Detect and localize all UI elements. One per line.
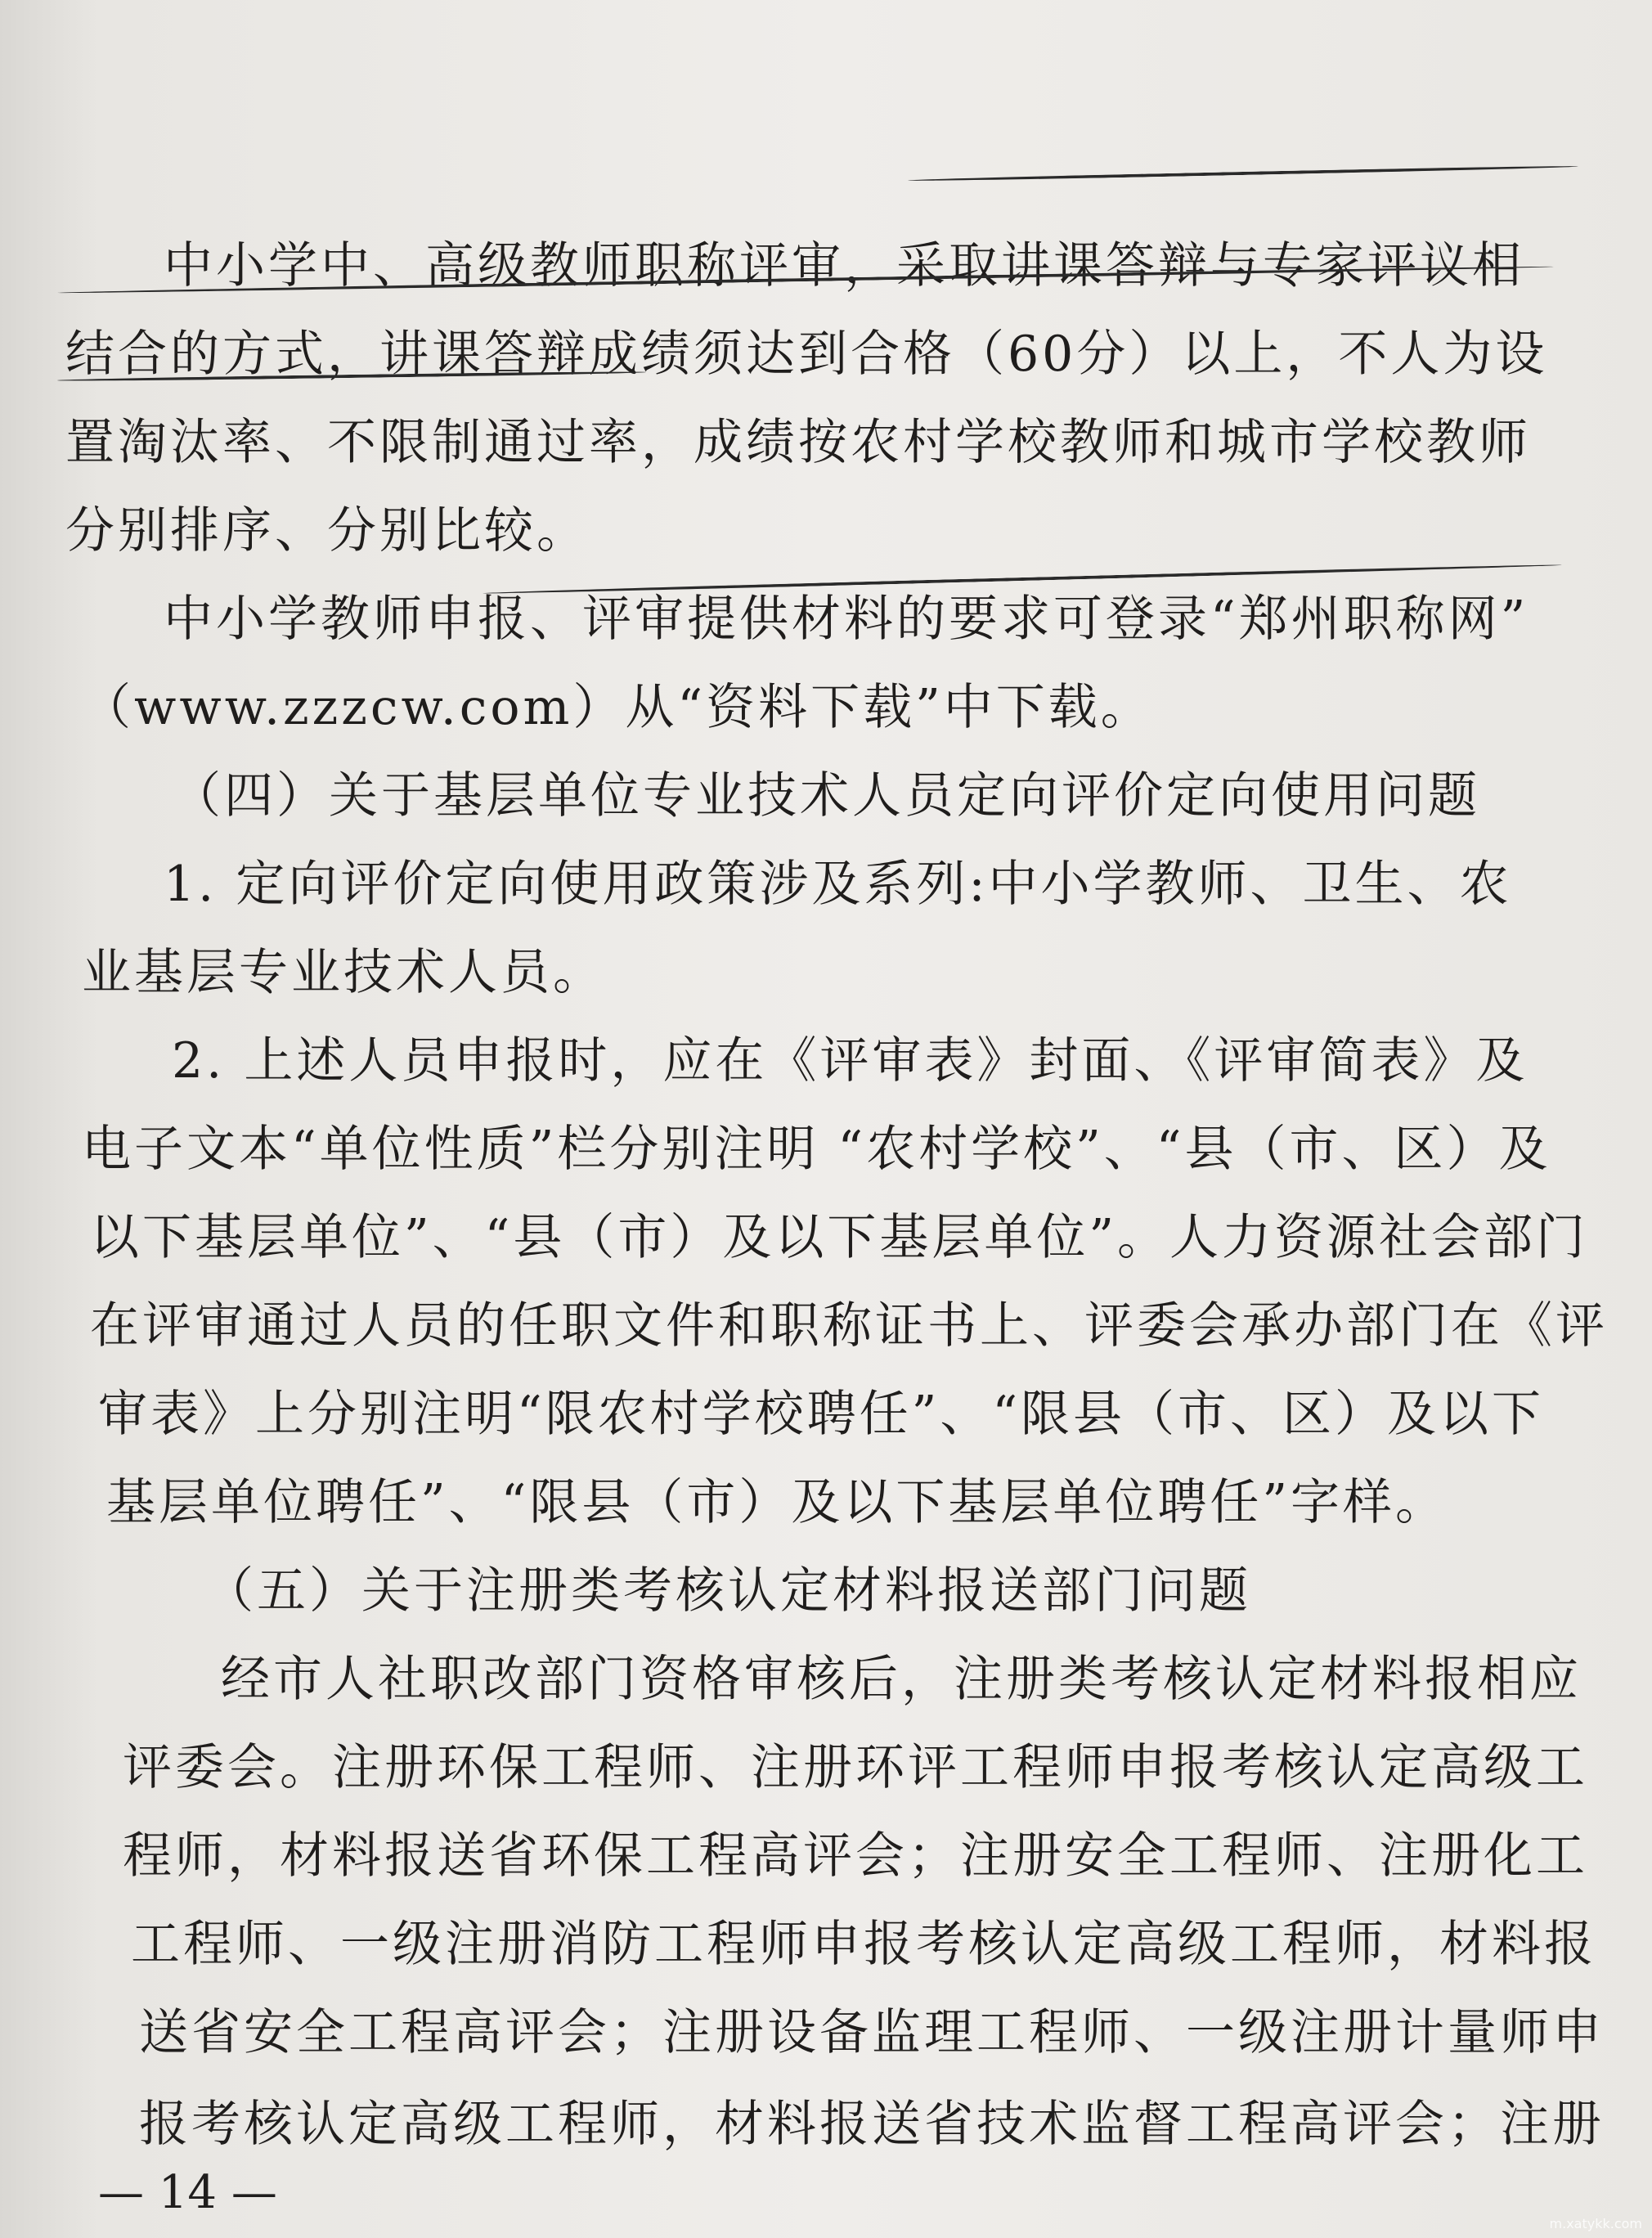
- page-number: — 14 —: [98, 2166, 277, 2219]
- text-line: 中小学中、高级教师职称评审，采取讲课答辩与专家评议相: [164, 237, 1524, 294]
- text-line: 分别排序、分别比较。: [65, 502, 589, 560]
- text-line: 在评审通过人员的任职文件和职称证书上、评委会承办部门在《评: [90, 1297, 1608, 1355]
- text-line: 1. 定向评价定向使用政策涉及系列:中小学教师、卫生、农: [164, 856, 1512, 913]
- text-line: 审表》上分别注明“限农村学校聘任”、“限县（市、区）及以下: [98, 1386, 1545, 1443]
- text-line: 2. 上述人员申报时，应在《评审表》封面、《评审简表》及: [172, 1032, 1529, 1090]
- text-line: 工程师、一级注册消防工程师申报考核认定高级工程师，材料报: [131, 1916, 1596, 1973]
- section-heading-five: （五）关于注册类考核认定材料报送部门问题: [204, 1562, 1251, 1620]
- text-line: 置淘汰率、不限制通过率，成绩按农村学校教师和城市学校教师: [65, 414, 1531, 471]
- text-line: 评委会。注册环保工程师、注册环评工程师申报考核认定高级工: [123, 1739, 1588, 1796]
- text-line: 电子文本“单位性质”栏分别注明 “农村学校”、“县（市、区）及: [82, 1121, 1551, 1178]
- text-line: 中小学教师申报、评审提供材料的要求可登录“郑州职称网”: [164, 591, 1529, 648]
- text-line: （www.zzzcw.com）从“资料下载”中下载。: [82, 679, 1153, 736]
- text-line: 基层单位聘任”、“限县（市）及以下基层单位聘任”字样。: [106, 1474, 1448, 1531]
- text-line: 程师，材料报送省环保工程高评会；注册安全工程师、注册化工: [123, 1827, 1588, 1885]
- text-line: 经市人社职改部门资格审核后，注册类考核认定材料报相应: [221, 1651, 1582, 1708]
- section-heading-four: （四）关于基层单位专业技术人员定向评价定向使用问题: [172, 767, 1480, 825]
- text-line: 报考核认定高级工程师，材料报送省技术监督工程高评会；注册: [139, 2096, 1605, 2153]
- site-watermark: m.xatykk.com: [1549, 2216, 1642, 2231]
- text-line: 送省安全工程高评会；注册设备监理工程师、一级注册计量师申: [139, 2004, 1605, 2061]
- text-line: 结合的方式，讲课答辩成绩须达到合格（60分）以上，不人为设: [65, 326, 1548, 383]
- text-line: 业基层专业技术人员。: [82, 944, 605, 1001]
- handwritten-underline: [908, 164, 1578, 182]
- text-line: 以下基层单位”、“县（市）及以下基层单位”。人力资源社会部门: [90, 1209, 1589, 1266]
